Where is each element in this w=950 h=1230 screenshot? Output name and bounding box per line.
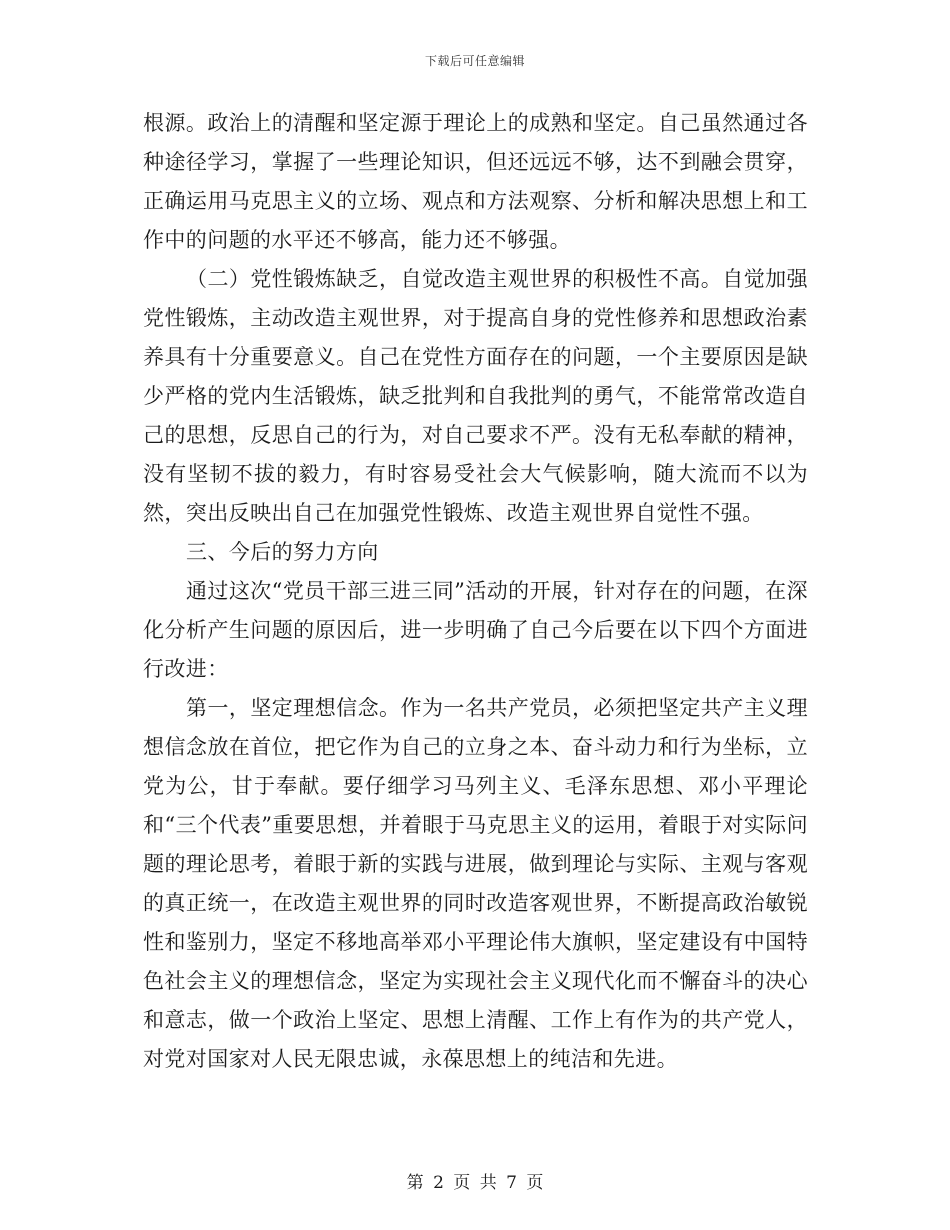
paragraph-intro-improvements: 通过这次“党员干部三进三同”活动的开展，针对存在的问题，在深化分析产生问题的原因后，进一步明确了自己今后要在以下四个方面进行改进： [143, 579, 808, 681]
section-heading-future-direction: 三、今后的努力方向 [186, 540, 379, 564]
paragraph-continuation: 根源。政治上的清醒和坚定源于理论上的成熟和坚定。自己虽然通过各种途径学习，掌握了一些理论知识，但还远远不够，达不到融会贯穿，正确运用马克思主义的立场、观点和方法观察、分析和解决思想上和工作中的问题的水平还不够高，能力还不够强。 [143, 111, 808, 252]
page-number: 第 2 页 共 7 页 [406, 1173, 544, 1193]
paragraph-party-spirit: （二）党性锻炼缺乏，自觉改造主观世界的积极性不高。自觉加强党性锻炼，主动改造主观世界，对于提高自身的党性修养和思想政治素养具有十分重要意义。自己在党性方面存在的问题，一个主要原因是缺少严格的党内生活锻炼，缺乏批判和自我批判的勇气，不能常常改造自己的思想，反思自己的行为，对自己要求不严。没有无私奉献的精神，没有坚韧不拔的毅力，有时容易受社会大气候影响，随大流而不以为然，突出反映出自己在加强党性锻炼、改造主观世界自觉性不强。 [143, 267, 808, 525]
paragraph-first-ideals: 第一，坚定理想信念。作为一名共产党员，必须把坚定共产主义理想信念放在首位，把它作为自己的立身之本、奋斗动力和行为坐标，立党为公，甘于奉献。要仔细学习马列主义、毛泽东思想、邓小平理论和“三个代表”重要思想，并着眼于马克思主义的运用，着眼于对实际问题的理论思考，着眼于新的实践与进展，做到理论与实际、主观与客观的真正统一，在改造主观世界的同时改造客观世界，不断提高政治敏锐性和鉴别力，坚定不移地高举邓小平理论伟大旗帜，坚定建设有中国特色社会主义的理想信念，坚定为实现社会主义现代化而不懈奋斗的决心和意志，做一个政治上坚定、思想上清醒、工作上有作为的共产党人，对党对国家对人民无限忠诚，永葆思想上的纯洁和先进。 [143, 696, 808, 1071]
page-header-note: 下载后可任意编辑 [424, 54, 525, 68]
document-body [143, 104, 808, 1079]
